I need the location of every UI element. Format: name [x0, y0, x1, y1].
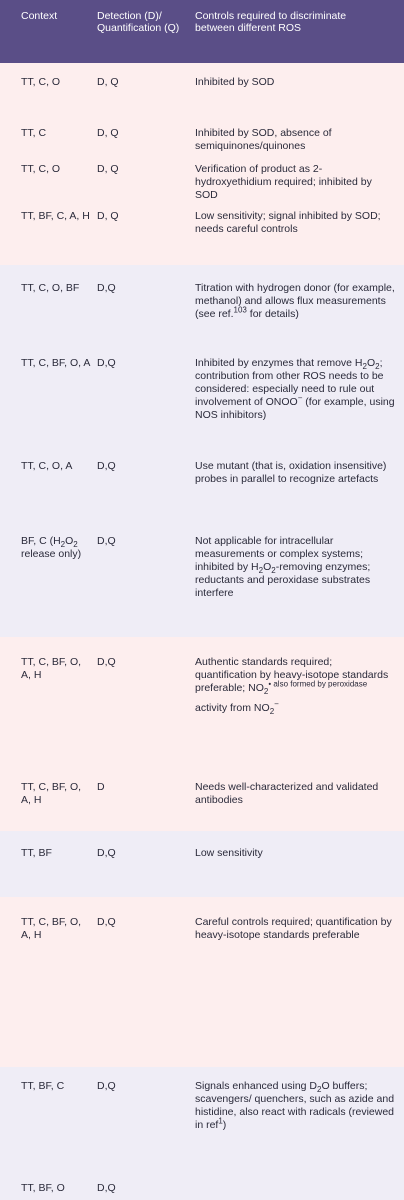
table-row-9-detection: D,Q: [97, 656, 116, 668]
table-row-12-context: TT, C, BF, O, A, H: [21, 916, 82, 941]
header-controls: Controls required to discriminate between different ROS: [195, 10, 347, 34]
header-detection: Detection (D)/ Quantification (Q): [97, 10, 180, 34]
table-row-2-controls: Inhibited by SOD, absence of semiquinones/quinones: [195, 127, 332, 152]
table-row-14-context: TT, BF, O: [21, 1182, 65, 1194]
table-row-2-detection: D, Q: [97, 127, 119, 139]
table-row-5-detection: D,Q: [97, 282, 116, 294]
table-header: [0, 0, 404, 63]
table-row-10-detection: D: [97, 781, 105, 793]
table-row-13-controls: Signals enhanced using $D_2O$ buffers; scavengers/ quenchers, such as azide and histidine, also react with radicals (reviewed in ref$^1$): [195, 1080, 395, 1131]
table-row-13-detection: D,Q: [97, 1080, 116, 1092]
table-row-13-context: TT, BF, C: [21, 1080, 65, 1092]
table-row-12-controls: Careful controls required; quantification by heavy-isotope standards preferable: [195, 916, 392, 941]
table-row-9-context: TT, C, BF, O, A, H: [21, 656, 82, 681]
table-row-3-controls: Verification of product as 2-hydroxyethidium required; inhibited by SOD: [195, 163, 372, 201]
table-row-3-context: TT, C, O: [21, 163, 61, 175]
table-row-4-context: TT, BF, C, A, H: [21, 210, 90, 222]
table-row-5-controls: Titration with hydrogen donor (for example, methanol) and allows flux measurements (see ref.$^{103}$ for details): [195, 282, 395, 320]
table-row-5-context: TT, C, O, BF: [21, 282, 80, 294]
table-row-7-detection: D,Q: [97, 460, 116, 472]
table-row-4-detection: D, Q: [97, 210, 119, 222]
table-row-11-controls: Low sensitivity: [195, 847, 263, 859]
table-row-9-controls: Authentic standards required; quantification by heavy-isotope standards preferable; $NO_2^{• also formed by peroxidase}$ activity from $NO_2^-$: [195, 656, 389, 717]
header-context: Context: [21, 10, 58, 22]
table-row-6-context: TT, C, BF, O, A: [21, 357, 91, 369]
table-row-12-detection: D,Q: [97, 916, 116, 928]
section-band-4: [0, 831, 404, 897]
table-row-10-context: TT, C, BF, O, A, H: [21, 781, 82, 806]
table-row-8-context: BF, C ($H_2O_2$ release only): [21, 535, 82, 560]
table-row-1-detection: D, Q: [97, 76, 119, 88]
table-row-6-controls: Inhibited by enzymes that remove $H_2O_2$; contribution from other ROS needs to be considered: especially need to rule out involvement of ONOO− (for example, using NOS inhibitors): [195, 357, 395, 421]
table-row-8-detection: D,Q: [97, 535, 116, 547]
table-row-4-controls: Low sensitivity; signal inhibited by SOD; needs careful controls: [195, 210, 381, 235]
table-row-6-detection: D,Q: [97, 357, 116, 369]
table-row-1-controls: Inhibited by SOD: [195, 76, 275, 88]
table-row-10-controls: Needs well-characterized and validated antibodies: [195, 781, 379, 806]
table-row-14-detection: D,Q: [97, 1182, 116, 1194]
table-row-11-detection: D,Q: [97, 847, 116, 859]
table-row-7-controls: Use mutant (that is, oxidation insensitive) probes in parallel to recognize artefacts: [195, 460, 387, 485]
table-row-7-context: TT, C, O, A: [21, 460, 73, 472]
table-row-3-detection: D, Q: [97, 163, 119, 175]
table-row-1-context: TT, C, O: [21, 76, 61, 88]
table-row-11-context: TT, BF: [21, 847, 52, 859]
table-row-8-controls: Not applicable for intracellular measurements or complex systems; inhibited by $H_2O_2$-removing enzymes; reductants and peroxidase substrates interfere: [195, 535, 371, 599]
table-row-2-context: TT, C: [21, 127, 47, 139]
